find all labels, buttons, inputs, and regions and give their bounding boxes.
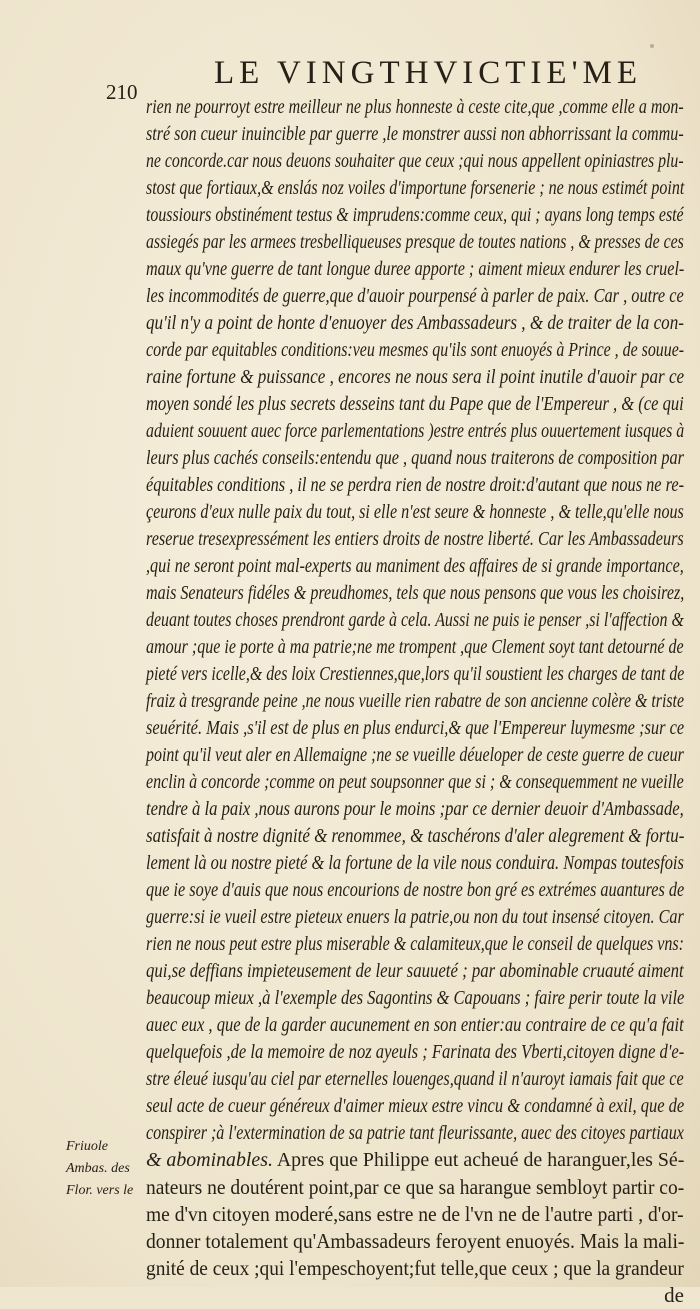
text-line: amour ;que ie porte à ma patrie;ne me trompent ,que Clement soyt tant detourné de: [146, 636, 684, 658]
margin-note-line: Flor. vers le: [66, 1183, 134, 1198]
text-line: donner totalement qu'Ambassadeurs feroyent enuoyés. Mais la mali-: [146, 1229, 685, 1253]
text-line: point qu'il veut aler en Allemaigne ;ne se vueille déueloper de ceste guerre de cueur: [146, 744, 684, 766]
text-line: qu'il n'y a point de honte d'enuoyer des Ambassadeurs , & de traiter de la con-: [146, 312, 684, 334]
text-line: qui,se deffians impieteusement de leur sauueté ; par abominable cruauté aiment: [146, 960, 684, 982]
margin-note-line: Friuole: [66, 1139, 108, 1154]
text-line: tendre à la paix ,nous aurons pour le moins ;par ce dernier deuoir d'Ambassade,: [146, 798, 684, 820]
text-line: me d'vn citoyen moderé,sans estre ne de l'vn ne de l'autre parti , d'or-: [146, 1202, 684, 1226]
paper-speck: [650, 44, 654, 48]
text-line: beaucoup mieux ,à l'exemple des Sagontins & Capouans ; faire perir toute la vile: [146, 987, 685, 1009]
text-line: ,qui ne seront point mal-experts au maniment des affaires de si grande importance,: [146, 555, 684, 577]
text-line: rien ne pourroyt estre meilleur ne plus honneste à ceste cite,que ,comme elle a mon-: [146, 96, 684, 118]
text-line: de: [664, 1283, 684, 1307]
text-line: stré son cueur inuincible par guerre ,le monstrer aussi non abhorrissant la commu-: [146, 123, 684, 145]
text-line: pieté vers icelle,& des loix Crestiennes,que,lors qu'il soustient les charges de tant de: [146, 663, 685, 685]
text-line: satisfait à nostre dignité & renommee, & taschérons d'aler alegrement & fortu-: [146, 825, 685, 847]
text-line: corde par equitables conditions:veu mesmes qu'ils sont enuoyés à Prince , de souue-: [146, 339, 685, 361]
page-number: 210: [106, 80, 138, 104]
text-line: stre éleué iusqu'au ciel par eternelles louenges,quand il n'auroyt iamais fait que ce: [146, 1068, 684, 1090]
text-line: toussiours obstinément testus & imprudens:comme ceux, qui ; ayans long temps esté: [146, 204, 684, 226]
text-line: lement là ou nostre pieté & la fortune de la vile nous conduira. Nompas toutesfois: [146, 852, 684, 874]
text-line: que ie soye d'auis que nous encourions de nostre bon gré es extrémes auantures de: [146, 879, 685, 901]
text-line: deuant toutes choses prendront garde à cela. Aussi ne puis ie penser ,si l'affection &: [146, 609, 684, 631]
text-line: les incommodités de guerre,que d'auoir pourpensé à parler de paix. Car , outre ce: [146, 285, 684, 307]
margin-note-line: Ambas. des: [66, 1161, 130, 1176]
text-line: gnité de ceux ;qui l'empeschoyent;fut telle,que ceux ; que la grandeur: [146, 1256, 684, 1280]
text-body: [146, 94, 684, 1309]
text-line: auec eux , que de la garder aucunement en son entier:au contraire de ce qu'a fait: [146, 1014, 684, 1036]
text-line: enclin à concorde ;comme on peut soupsonner que si ; & consequemment ne vueille: [146, 771, 684, 793]
text-line: çeurons d'eux nulle paix du tout, si elle n'est seure & honneste , & telle,qu'elle nous: [146, 501, 684, 523]
text-line: seul acte de cueur généreux d'aimer mieux estre vincu & condamné à exil, que de: [146, 1095, 685, 1117]
text-line: rien ne nous peut estre plus miserable & calamiteux,que le conseil de quelques vns:: [146, 933, 684, 955]
text-line: moyen sondé les plus secrets desseins tant du Pape que de l'Empereur , & (ce qui: [146, 393, 684, 415]
text-line: stost que fortiaux,& enslás noz voiles d'importune forsenerie ; ne nous estimét point: [146, 177, 685, 199]
text-line: ne concorde.car nous deuons souhaiter que ceux ;qui nous appellent opiniastres plu-: [146, 150, 684, 172]
text-line: assiegés par les armees tresbelliqueuses presque de toutes nations , & presses de ces: [146, 231, 684, 253]
text-line: leurs plus cachés conseils:entendu que , quand nous traiterons de composition par: [146, 447, 684, 469]
text-line: & abominables. Apres que Philippe eut acheué de haranguer,les Sé-: [146, 1149, 685, 1171]
text-line: nateurs ne doutérent point,par ce que sa harangue sembloyt partir co-: [146, 1175, 685, 1199]
text-line: quelquefois ,de la memoire de noz ayeuls ; Farinata des Vberti,citoyen digne d'e-: [146, 1041, 685, 1063]
paragraph-start: Apres que Philippe eut acheué de haranguer,les Sé-: [272, 1149, 685, 1171]
text-line: aduient souuent auec force parlementations )estre entrés plus ouuertement iusques à: [146, 420, 685, 442]
text-line: raine fortune & puissance , encores ne nous sera il point inutile d'auoir par ce: [146, 366, 685, 388]
text-line: conspirer ;à l'extermination de sa patrie tant fleurissante, auec des citoyes partiaux: [146, 1122, 684, 1144]
text-line: reserue tresexpressément les entiers droits de nostre liberté. Car les Ambassadeurs: [146, 528, 684, 550]
running-head: LE VINGTHVICTIE'ME: [214, 55, 643, 91]
text-line: maux qu'vne guerre de tant longue duree apporte ; aiment mieux endurer les cruel-: [146, 258, 685, 280]
text-line: guerre:si ie vueil estre pieteux enuers la patrie,ou non du tout insensé citoyen. Car: [146, 906, 684, 928]
text-line: mais Senateurs fidéles & preudhomes, tels que nous pensons que vous les choisirez,: [146, 582, 685, 604]
text-line: fraiz à tresgrande peine ,ne nous vueille rien rabatre de son ancienne colère & triste: [146, 690, 685, 712]
text-line: équitables conditions , il ne se perdra rien de nostre droit:d'autant que nous ne re-: [146, 474, 685, 496]
margin-note: [66, 1136, 156, 1202]
text-line: seuérité. Mais ,s'il est de plus en plus endurci,& que l'Empereur luymesme ;sur ce: [146, 717, 685, 739]
